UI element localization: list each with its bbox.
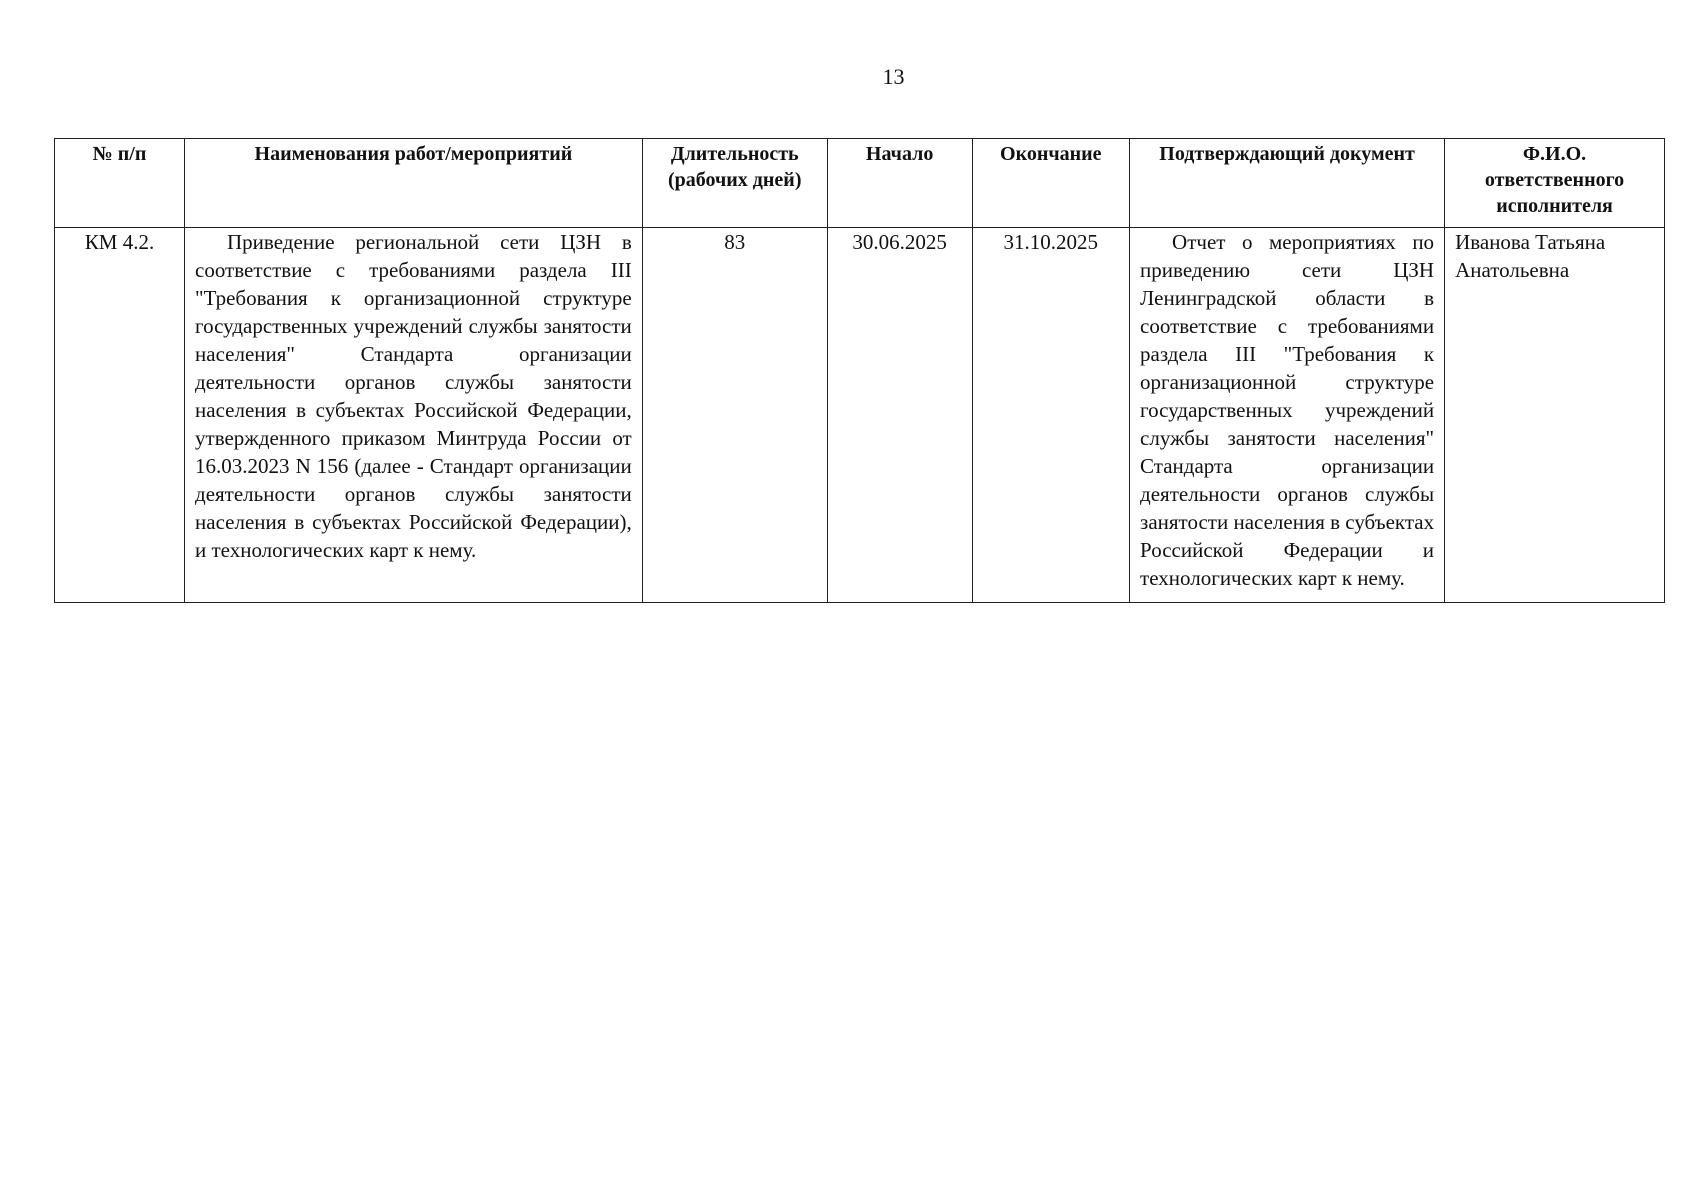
header-activity-name: Наименования работ/мероприятий — [185, 139, 643, 228]
header-document: Подтверждающий документ — [1130, 139, 1445, 228]
header-end: Окончание — [972, 139, 1130, 228]
header-number: № п/п — [55, 139, 185, 228]
table-header-row — [55, 139, 1665, 228]
row-responsible: Иванова Татьяна Анатольевна — [1445, 228, 1665, 603]
table-row — [55, 228, 1665, 603]
row-start-date: 30.06.2025 — [827, 228, 972, 603]
header-responsible: Ф.И.О. ответственного исполнителя — [1445, 139, 1665, 228]
row-end-date: 31.10.2025 — [972, 228, 1130, 603]
row-number: КМ 4.2. — [55, 228, 185, 603]
header-start: Начало — [827, 139, 972, 228]
header-duration: Длительность (рабочих дней) — [642, 139, 827, 228]
row-activity-name: Приведение региональной сети ЦЗН в соответствие с требованиями раздела III "Требования к организационной структуре государственных учреждений службы занятости населения" Стандарта организации деятельности органов службы занятости населения в субъектах Российской Федерации, утвержденного приказом Минтруда России от 16.03.2023 N 156 (далее - Стандарт организации деятельности органов службы занятости населения в субъектах Российской Федерации), и технологических карт к нему. — [185, 228, 643, 603]
page-number: 13 — [882, 64, 905, 89]
row-document: Отчет о мероприятиях по приведению сети ЦЗН Ленинградской области в соответствие с требованиями раздела III "Требования к организационной структуре государственных учреждений службы занятости населения" Стандарта организации деятельности органов службы занятости населения в субъектах Российской Федерации и технологических карт к нему. — [1130, 228, 1445, 603]
row-duration: 83 — [642, 228, 827, 603]
activities-table — [54, 138, 1665, 603]
